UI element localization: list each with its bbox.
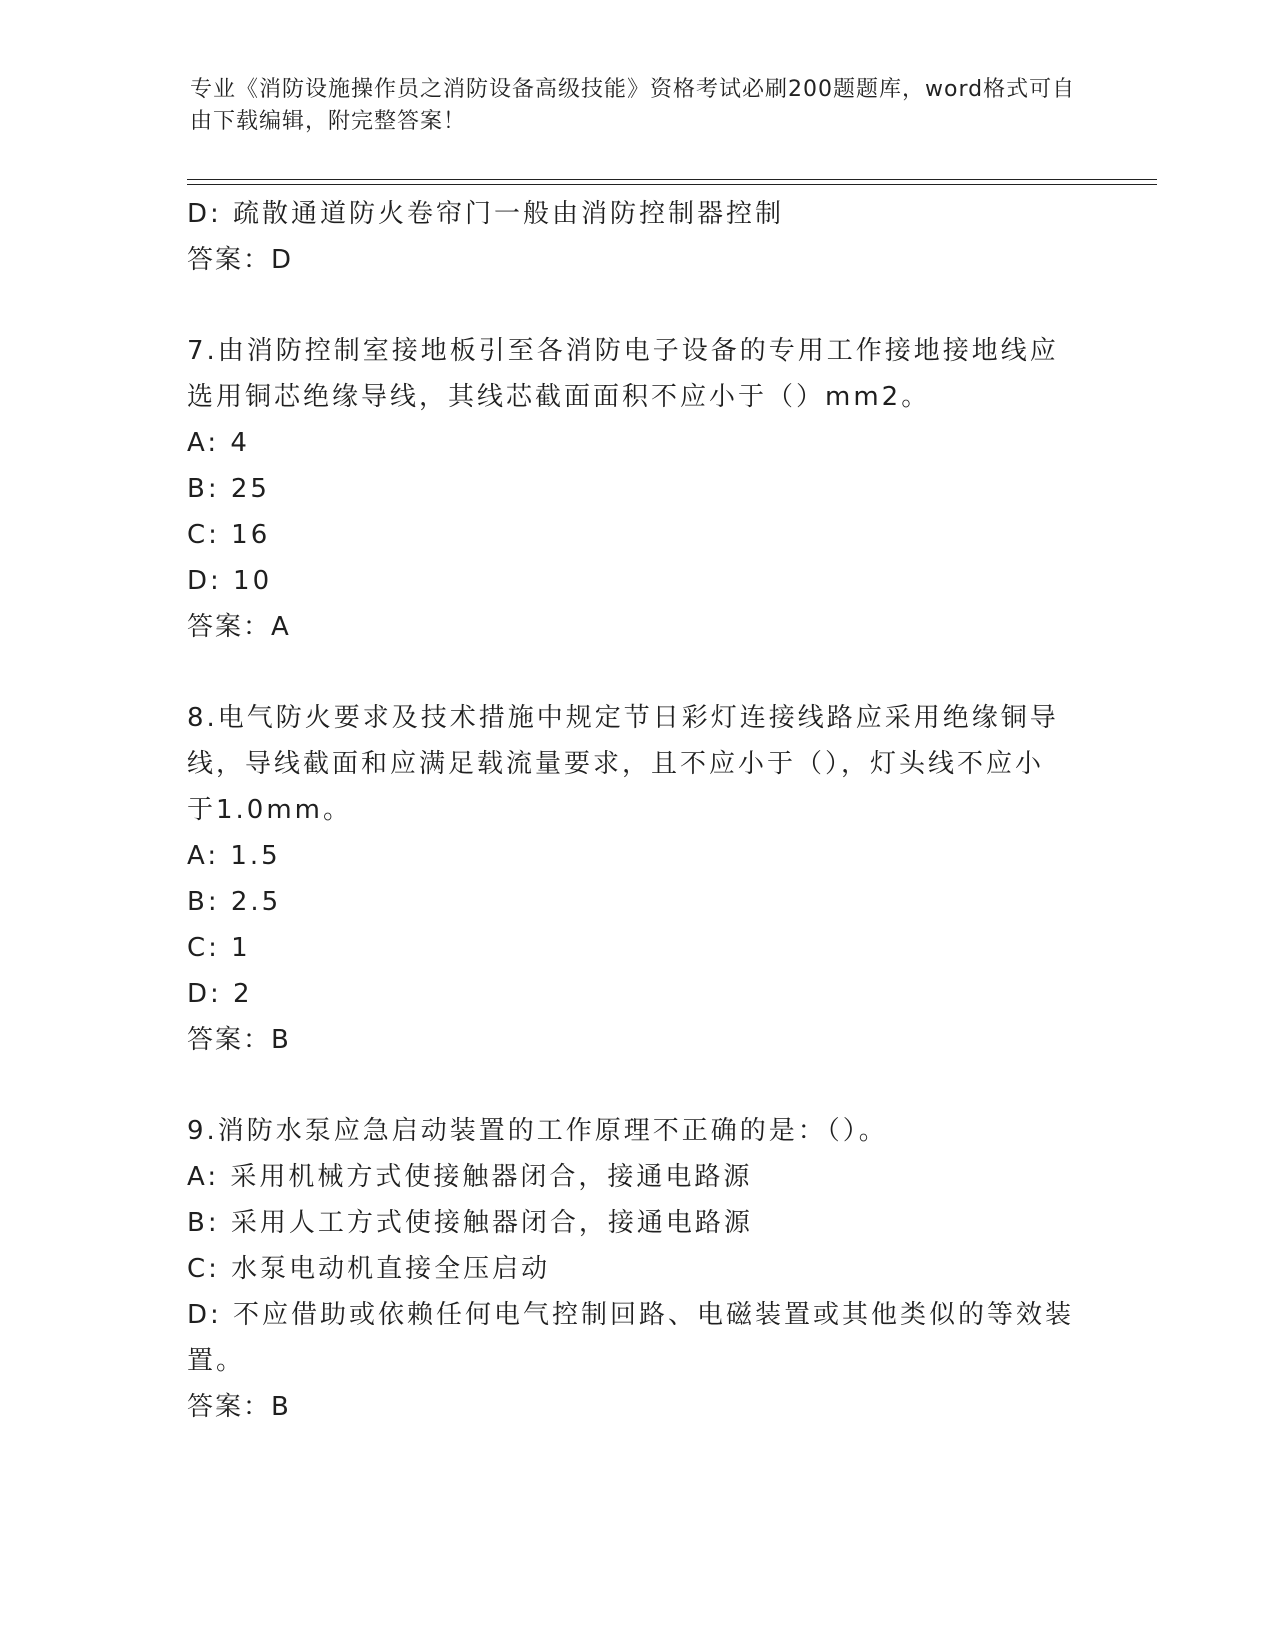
answer: 答案：A: [187, 612, 291, 642]
option-b: B: 2.5: [187, 887, 282, 917]
question-9: [187, 1108, 1087, 1430]
header-rule-top: [187, 179, 1157, 180]
option-c: C: 16: [187, 520, 271, 550]
option-d: D: 不应借助或依赖任何电气控制回路、电磁装置或其他类似的等效装: [187, 1300, 1075, 1330]
option-d: D: 2: [187, 979, 253, 1009]
option-a: A: 1.5: [187, 841, 281, 871]
question-text: 7.由消防控制室接地板引至各消防电子设备的专用工作接地接地线应: [187, 336, 1059, 366]
question-text: 选用铜芯绝缘导线，其线芯截面面积不应小于（）mm2。: [187, 382, 931, 412]
option-c: C: 1: [187, 933, 251, 963]
question-content: [187, 191, 1087, 1430]
option-d: D: 疏散通道防火卷帘门一般由消防控制器控制: [187, 199, 785, 229]
question-text: 线，导线截面和应满足载流量要求，且不应小于（），灯头线不应小: [187, 749, 1045, 779]
question-text: 8.电气防火要求及技术措施中规定节日彩灯连接线路应采用绝缘铜导: [187, 703, 1059, 733]
document-header: 专业《消防设施操作员之消防设备高级技能》资格考试必刷200题题库，word格式可自由下载编辑，附完整答案！: [190, 77, 1076, 134]
question-text: 9.消防水泵应急启动装置的工作原理不正确的是：（）。: [187, 1116, 888, 1146]
header-rule-bottom: [187, 184, 1157, 185]
option-b: B: 采用人工方式使接触器闭合，接通电路源: [187, 1208, 753, 1238]
option-d-continuation: 置。: [187, 1346, 246, 1376]
answer: 答案：B: [187, 1025, 291, 1055]
answer: 答案：B: [187, 1392, 291, 1422]
option-d: D: 10: [187, 566, 273, 596]
option-c: C: 水泵电动机直接全压启动: [187, 1254, 551, 1284]
answer: 答案：D: [187, 245, 294, 275]
question-8: [187, 695, 1087, 1063]
option-a: A: 采用机械方式使接触器闭合，接通电路源: [187, 1162, 753, 1192]
question-text: 于1.0mm。: [187, 795, 353, 825]
option-b: B: 25: [187, 474, 270, 504]
option-a: A: 4: [187, 428, 250, 458]
question-7: [187, 328, 1087, 650]
